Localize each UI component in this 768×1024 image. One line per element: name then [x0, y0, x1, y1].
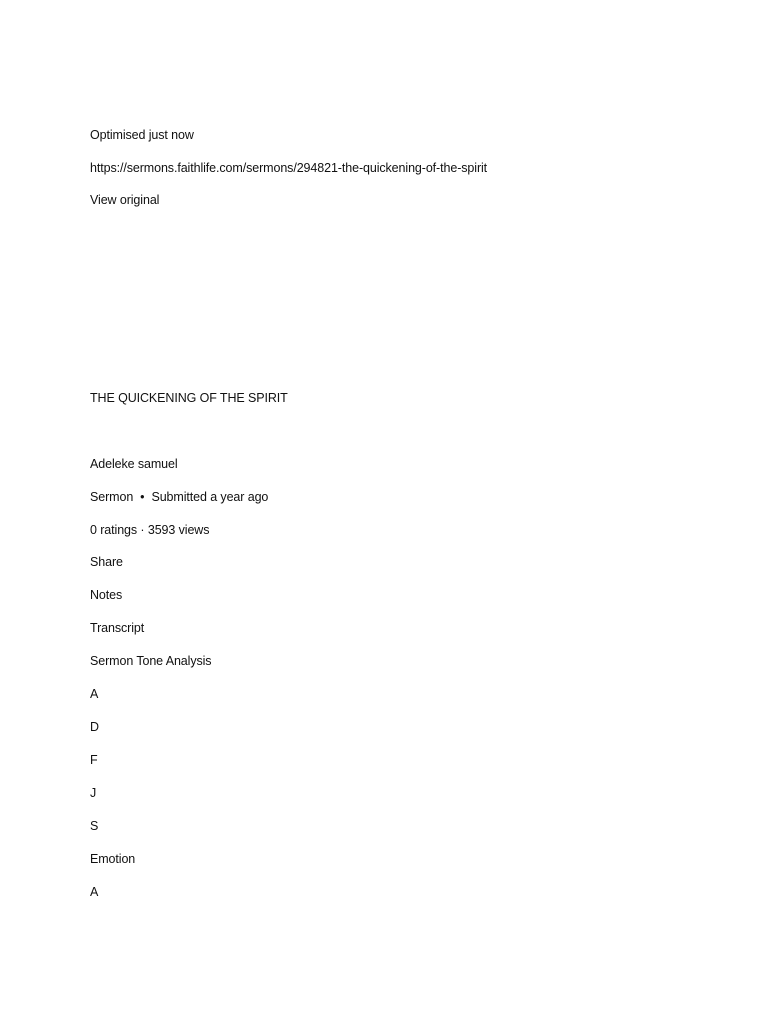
- submitted-date: Submitted a year ago: [151, 490, 269, 504]
- emotion-item-a: A: [90, 885, 99, 899]
- share-button[interactable]: Share: [90, 555, 123, 569]
- tone-item-d: D: [90, 720, 99, 734]
- meta-separator: •: [140, 490, 145, 504]
- tone-analysis-heading: Sermon Tone Analysis: [90, 654, 212, 668]
- tone-item-j: J: [90, 786, 97, 800]
- tone-item-s: S: [90, 819, 99, 833]
- sermon-title: THE QUICKENING OF THE SPIRIT: [90, 391, 288, 405]
- transcript-tab[interactable]: Transcript: [90, 621, 145, 635]
- optimised-status: Optimised just now: [90, 128, 194, 142]
- sermon-type: Sermon: [90, 490, 134, 504]
- ratings-views: 0 ratings · 3593 views: [90, 523, 210, 537]
- tone-item-f: F: [90, 753, 98, 767]
- tone-item-a: A: [90, 687, 99, 701]
- sermon-meta: [90, 489, 268, 505]
- notes-tab[interactable]: Notes: [90, 588, 123, 602]
- view-original-link[interactable]: View original: [90, 193, 160, 207]
- emotion-heading: Emotion: [90, 852, 136, 866]
- author-link[interactable]: Adeleke samuel: [90, 457, 178, 471]
- source-url-link[interactable]: https://sermons.faithlife.com/sermons/294821-the-quickening-of-the-spirit: [90, 161, 488, 175]
